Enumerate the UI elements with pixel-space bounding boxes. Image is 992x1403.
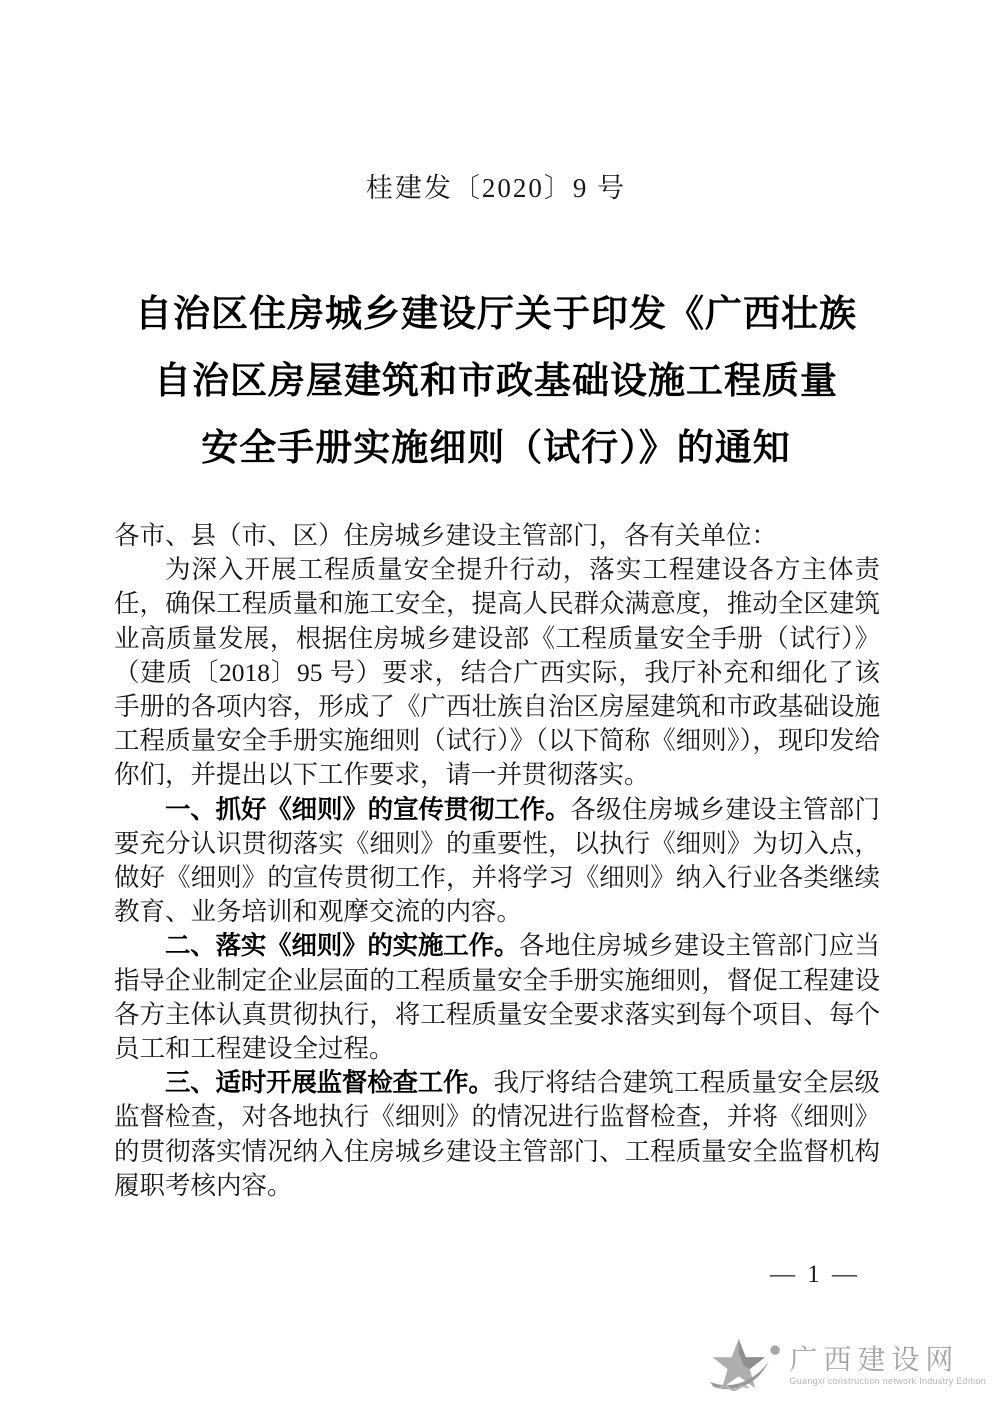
watermark-logo (707, 1336, 986, 1396)
page-number: — 1 — (770, 1261, 860, 1288)
title-line-3: 安全手册实施细则（试行）》的通知 (201, 428, 791, 469)
section-1-text: 各级住房城乡建设主管部门要充分认识贯彻落实《细则》的重要性，以执行《细则》为切入点，做好《细则》的宣传贯彻工作，并将学习《细则》纳入行业各类继续教育、业务培训和观摩交流的内容。 (114, 794, 880, 927)
section-2-text: 各地住房城乡建设主管部门应当指导企业制定企业层面的工程质量安全手册实施细则，督促工程建设各方主体认真贯彻执行，将工程质量安全要求落实到每个项目、每个员工和工程建设全过程。 (114, 931, 880, 1064)
paragraph-section-1 (114, 793, 880, 930)
section-1-heading: 一、抓好《细则》的宣传贯彻工作。 (165, 795, 571, 824)
paragraph-intro (114, 553, 880, 792)
watermark-caption: Guangxi construction network Industry Edition (789, 1376, 986, 1386)
paragraph-intro-text: 为深入开展工程质量安全提升行动，落实工程建设各方主体责任，确保工程质量和施工安全，提高人民群众满意度，推动全区建筑业高质量发展，根据住房城乡建设部《工程质量安全手册（试行）》（建质〔2018〕95 号）要求，结合广西实际，我厅补充和细化了该手册的各项内容，形成了《广西壮族自治区房屋建筑和市政基础设施工程质量安全手册实施细则（试行）》（以下简称《细则》），现印发给你们，并提出以下工作要求，请一并贯彻落实。 (114, 555, 880, 790)
watermark-site-name: 广西建设网 (789, 1345, 960, 1376)
section-2-heading: 二、落实《细则》的实施工作。 (165, 932, 520, 961)
paragraph-section-2 (114, 929, 880, 1066)
document-title (0, 281, 992, 482)
doc-number: 桂建发〔2020〕9 号 (365, 173, 627, 203)
title-line-1: 自治区住房城乡建设厅关于印发《广西壮族 (135, 294, 857, 335)
salutation: 各市、县（市、区）住房城乡建设主管部门，各有关单位： (114, 521, 778, 550)
section-3-heading: 三、适时开展监督检查工作。 (165, 1069, 494, 1098)
star-swoosh-icon (707, 1336, 783, 1396)
title-line-2: 自治区房屋建筑和市政基础设施工程质量 (154, 361, 838, 402)
paragraph-section-3 (114, 1066, 880, 1203)
document-body (114, 519, 880, 1203)
section-3-text: 我厅将结合建筑工程质量安全层级监督检查，对各地执行《细则》的情况进行监督检查，并将《细则》的贯彻落实情况纳入住房城乡建设主管部门、工程质量安全监督机构履职考核内容。 (114, 1068, 880, 1200)
